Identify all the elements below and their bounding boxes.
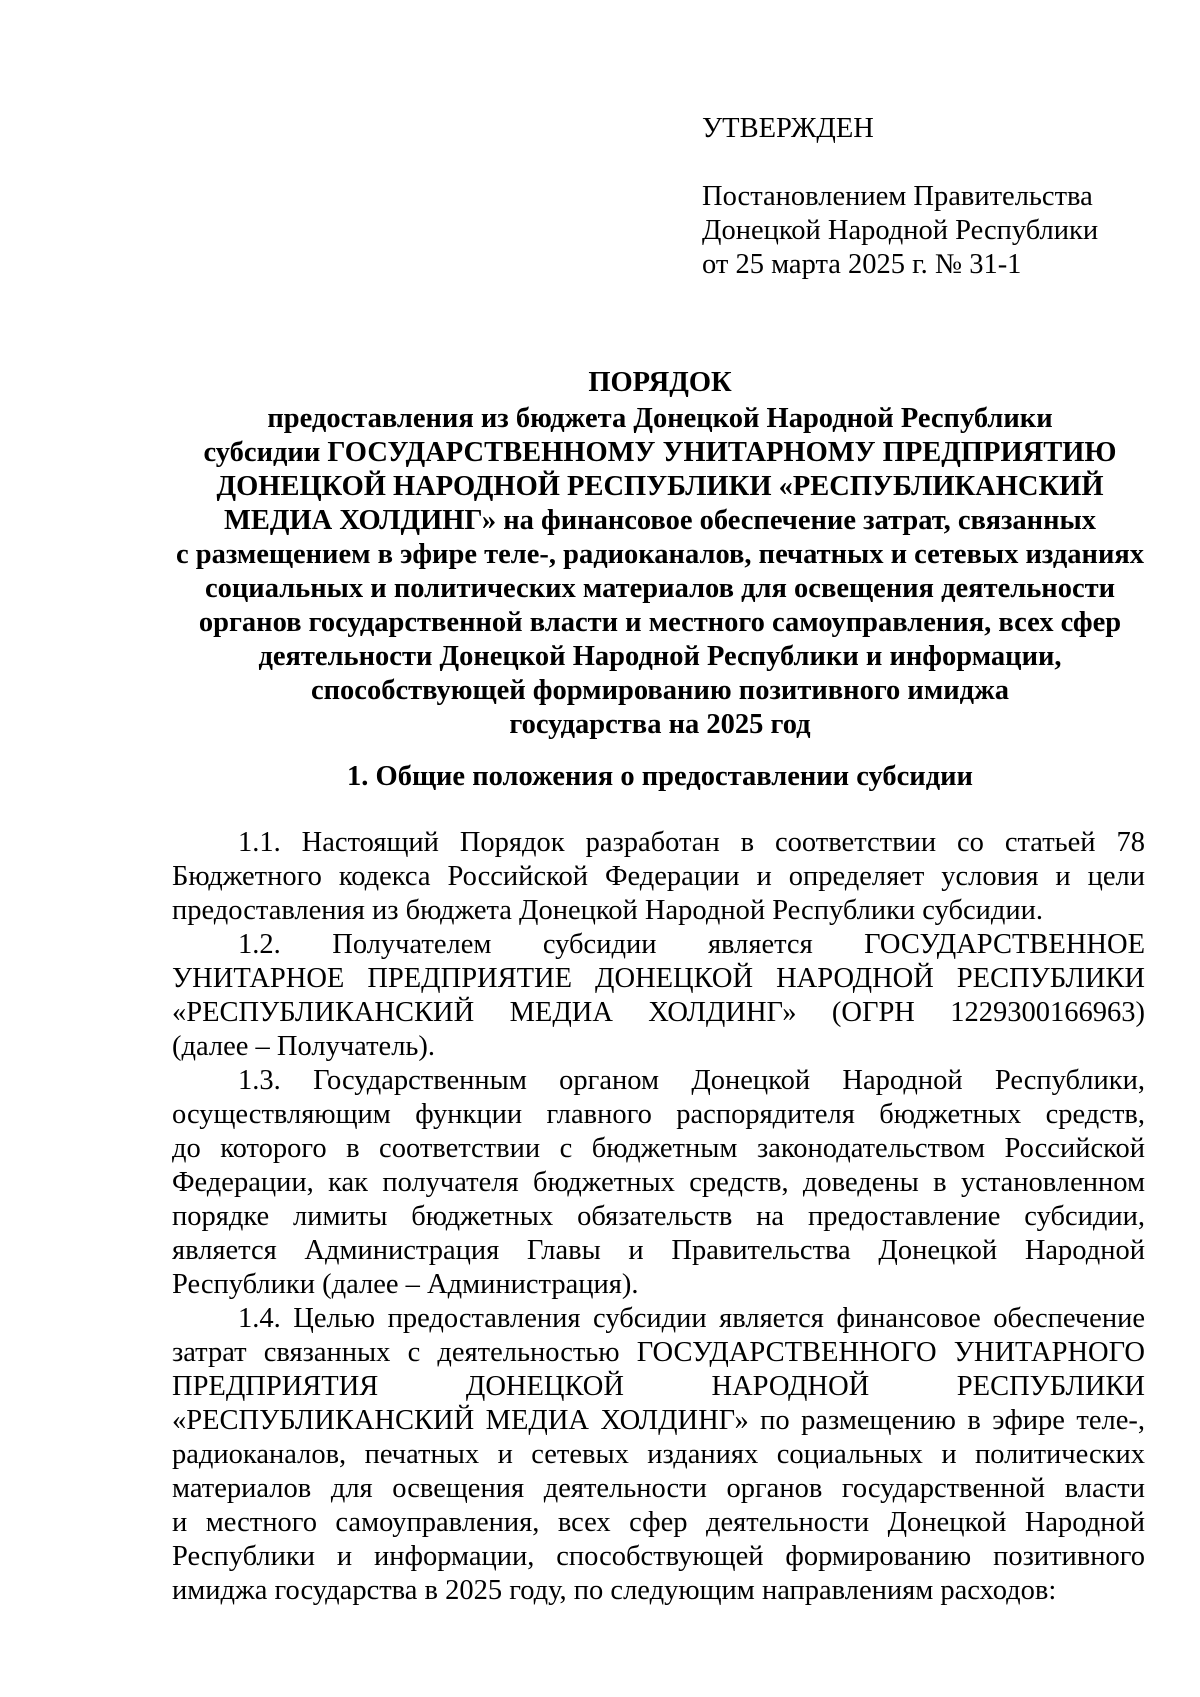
section-heading: 1. Общие положения о предоставлении субсидии [347,761,973,792]
paragraph-line: материалов для освещения деятельности органов государственной власти [172,1473,1145,1504]
paragraph-line: 1.3. Государственным органом Донецкой Народной Республики, [238,1065,1145,1096]
title-line: МЕДИА ХОЛДИНГ» на финансовое обеспечение затрат, связанных [223,505,1097,536]
title-line: органов государственной власти и местного самоуправления, всех сфер [198,607,1122,638]
document-title: ПОРЯДОК [588,367,732,398]
paragraph-line: (далее – Получатель). [172,1031,436,1062]
document-title-block [140,366,1180,742]
paragraph-1-1 [172,826,1145,928]
paragraph-line: ПРЕДПРИЯТИЯ ДОНЕЦКОЙ НАРОДНОЙ РЕСПУБЛИКИ [172,1371,1145,1402]
title-line: предоставления из бюджета Донецкой Народной Республики [267,403,1053,434]
paragraph-line: 1.4. Целью предоставления субсидии является финансовое обеспечение [238,1303,1145,1334]
approval-date-number: от 25 марта 2025 г. № 31-1 [702,249,1022,280]
approval-line: Донецкой Народной Республики [702,215,1099,246]
title-line: с размещением в эфире теле-, радиоканалов, печатных и сетевых изданиях [175,539,1145,570]
paragraph-line: Республики (далее – Администрация). [172,1269,639,1300]
paragraph-line: 1.1. Настоящий Порядок разработан в соответствии со статьей 78 [238,827,1145,858]
paragraph-line: осуществляющим функции главного распорядителя бюджетных средств, [172,1099,1145,1130]
approval-line: Постановлением Правительства [702,181,1093,212]
paragraph-line: имиджа государства в 2025 году, по следующим направлениям расходов: [172,1575,1057,1606]
paragraph-line: УНИТАРНОЕ ПРЕДПРИЯТИЕ ДОНЕЦКОЙ НАРОДНОЙ РЕСПУБЛИКИ [172,963,1145,994]
paragraph-1-4 [172,1302,1145,1608]
title-line: деятельности Донецкой Народной Республики и информации, [258,641,1062,672]
title-line: государства на 2025 год [509,709,811,740]
title-line: способствующей формированию позитивного имиджа [310,675,1010,706]
paragraph-line: 1.2. Получателем субсидии является ГОСУДАРСТВЕННОЕ [238,929,1145,960]
paragraph-line: порядке лимиты бюджетных обязательств на предоставление субсидии, [172,1201,1145,1232]
paragraph-line: радиоканалов, печатных и сетевых изданиях социальных и политических [172,1439,1145,1470]
paragraph-line: затрат связанных с деятельностью ГОСУДАРСТВЕННОГО УНИТАРНОГО [172,1337,1145,1368]
paragraph-line: «РЕСПУБЛИКАНСКИЙ МЕДИА ХОЛДИНГ» по размещению в эфире теле-, [172,1405,1145,1436]
paragraph-line: «РЕСПУБЛИКАНСКИЙ МЕДИА ХОЛДИНГ» (ОГРН 1229300166963) [172,997,1145,1028]
approval-block [702,112,1162,282]
paragraph-line: до которого в соответствии с бюджетным законодательством Российской [172,1133,1145,1164]
paragraph-1-2 [172,928,1145,1064]
title-line: субсидии ГОСУДАРСТВЕННОМУ УНИТАРНОМУ ПРЕДПРИЯТИЮ [203,437,1117,468]
paragraph-line: Бюджетного кодекса Российской Федерации и определяет условия и цели [172,861,1145,892]
paragraph-1-3 [172,1064,1145,1302]
title-line: ДОНЕЦКОЙ НАРОДНОЙ РЕСПУБЛИКИ «РЕСПУБЛИКАНСКИЙ [216,471,1104,502]
document-body [172,826,1145,1608]
paragraph-line: и местного самоуправления, всех сфер деятельности Донецкой Народной [172,1507,1145,1538]
title-line: социальных и политических материалов для освещения деятельности [204,573,1116,604]
approval-stamp: УТВЕРЖДЕН [702,113,874,144]
paragraph-line: Федерации, как получателя бюджетных средств, доведены в установленном [172,1167,1145,1198]
paragraph-line: Республики и информации, способствующей формированию позитивного [172,1541,1145,1572]
paragraph-line: является Администрация Главы и Правительства Донецкой Народной [172,1235,1145,1266]
paragraph-line: предоставления из бюджета Донецкой Народной Республики субсидии. [172,895,1043,926]
